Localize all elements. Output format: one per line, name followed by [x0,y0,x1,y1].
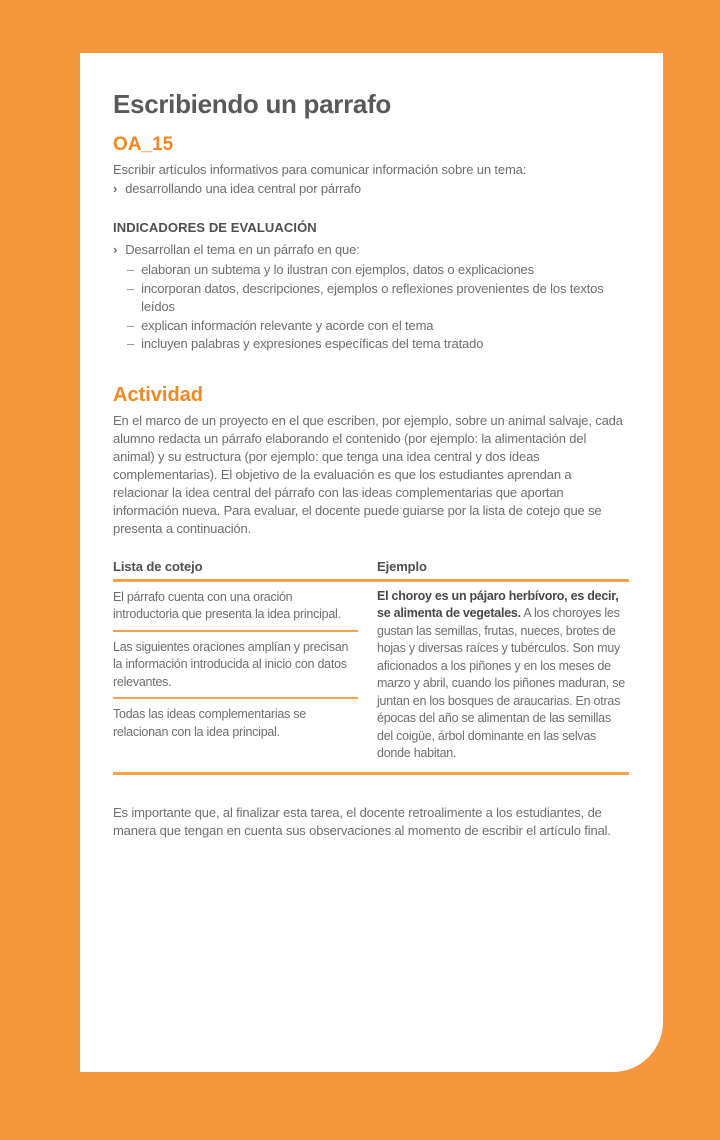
dash-bullet-icon: – [127,317,135,333]
list-item [127,261,629,280]
oa-intro-text: Escribir artículos informativos para comunicar información sobre un tema: [113,162,527,177]
page-title: Escribiendo un parrafo [113,89,392,119]
checklist-column [113,582,358,772]
chevron-bullet-icon: › [113,181,118,196]
oa-bullet-item [113,180,629,198]
table-row: Las siguientes oraciones amplían y precisan la información introducida al inicio con datos relevantes. [113,632,358,700]
table-header-row [113,559,629,582]
indicator-text: elaboran un subtema y lo ilustran con ejemplos, datos o explicaciones [141,262,534,277]
indicators-list [127,261,629,354]
example-bold-text: El choroy es un pájaro herbívoro, es decir, se alimenta de vegetales. [377,588,619,620]
closing-paragraph: Es importante que, al finalizar esta tarea, el docente retroalimente a los estudiantes, de manera que tengan en cuenta sus observaciones al momento de escribir el artículo final. [113,804,611,838]
activity-heading: Actividad [113,383,204,406]
document-content [80,53,663,840]
indicator-text: explican información relevante y acorde con el tema [141,317,434,333]
list-item [127,335,629,354]
indicators-heading: INDICADORES DE EVALUACIÓN [113,220,317,235]
checklist-table [113,559,629,775]
oa-code-heading: OA_15 [113,134,174,155]
dash-bullet-icon: – [127,336,135,351]
example-cell [377,582,629,772]
indicator-text: incorporan datos, descripciones, ejemplos o reflexiones provenientes de los textos leídos [141,280,604,314]
chevron-bullet-icon: › [113,242,118,257]
table-row: El párrafo cuenta con una oración introductoria que presenta la idea principal. [113,582,358,632]
table-body [113,582,629,775]
list-item [127,280,629,317]
column-header-checklist: Lista de cotejo [113,558,203,574]
table-row: Todas las ideas complementarias se relacionan con la idea principal. [113,707,306,739]
example-regular-text: A los choroyes les gustan las semillas, frutas, nueces, brotes de hojas y diversas raíces y tubérculos. Son muy aficionados a los piñones y en los meses de marzo y abril, cuando los piñones maduran, se juntan en los bosques de araucarias. En otras épocas del año se alimentan de las semillas del coigüe, árbol dominante en las selvas donde habitan. [377,606,625,760]
list-item [127,317,629,336]
indicators-lead-item [113,241,629,259]
dash-bullet-icon: – [127,262,135,277]
dash-bullet-icon: – [127,280,135,296]
indicators-lead-text: Desarrollan el tema en un párrafo en que: [125,242,360,257]
document-card [80,53,663,1072]
oa-bullet-text: desarrollando una idea central por párrafo [125,181,361,196]
indicator-text: incluyen palabras y expresiones específicas del tema tratado [141,336,484,351]
activity-paragraph: En el marco de un proyecto en el que escriben, por ejemplo, sobre un animal salvaje, cada alumno redacta un párrafo elaborando el contenido (por ejemplo: la alimentación del animal) y su estructura (por ejemplo: que tenga una idea central y dos ideas complementarias). El objetivo de la evaluación es que los estudiantes aprendan a relacionar la idea central del párrafo con las ideas complementarias que aportan información nueva. Para evaluar, el docente puede guiarse por la lista de cotejo que se presenta a continuación. [113,412,623,536]
column-header-example: Ejemplo [377,558,427,574]
